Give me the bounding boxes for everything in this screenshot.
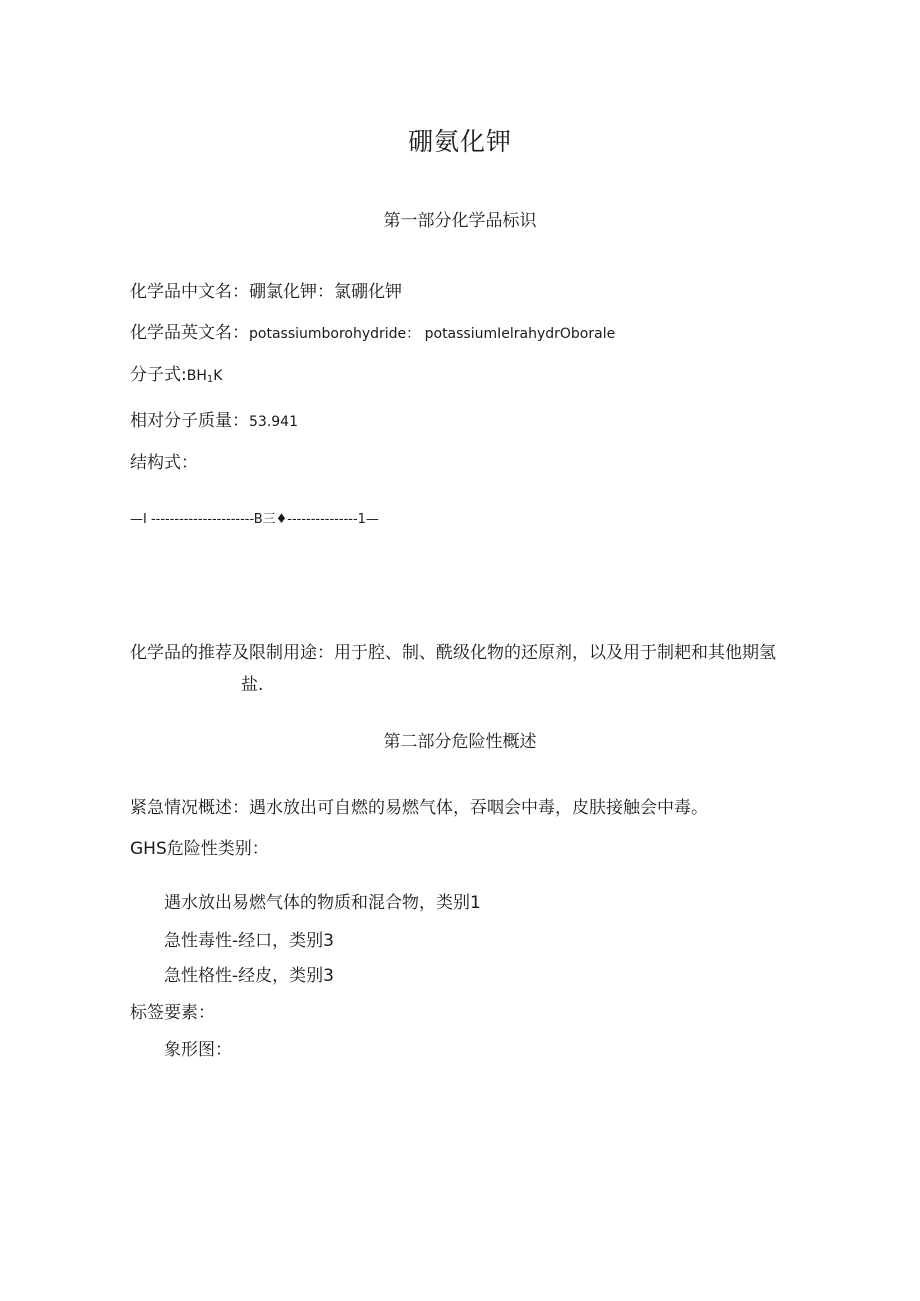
emergency-overview-row bbox=[130, 793, 708, 818]
pictogram-label: 象形图： bbox=[164, 1040, 232, 1060]
molecular-mass-label: 相对分子质量： bbox=[130, 411, 249, 431]
chinese-name-value: 硼氯化钾：氯硼化钾 bbox=[249, 282, 402, 302]
emergency-overview-label: 紧急情况概述： bbox=[130, 798, 249, 818]
structure-formula-line: —I ----------------------B三♦---------------1— bbox=[130, 512, 379, 527]
molecular-mass-row bbox=[130, 406, 298, 431]
formula-subscript: 1 bbox=[206, 374, 214, 385]
english-name-label: 化学品英文名： bbox=[130, 323, 249, 343]
formula-label: 分子式: bbox=[130, 365, 187, 385]
document-title: 硼氨化钾 bbox=[407, 127, 512, 156]
ghs-category-label: GHS危险性类别： bbox=[130, 839, 269, 859]
recommended-use-row bbox=[130, 638, 776, 663]
english-name-value: potassiumborohydride： potassiumIelrahydrOborale bbox=[249, 326, 616, 342]
structure-label: 结构式： bbox=[130, 453, 198, 473]
formula-main: BH bbox=[186, 368, 207, 384]
english-name-row bbox=[130, 318, 615, 343]
molecular-mass-value: 53.941 bbox=[249, 414, 298, 430]
recommended-use-value: 用于腔、制、酰级化物的还原剂，以及用于制耙和其他期氢 bbox=[334, 643, 776, 663]
label-elements-heading: 标签要素： bbox=[130, 1003, 215, 1023]
recommended-use-continuation: 盐. bbox=[241, 675, 264, 695]
ghs-item: 急性毒性-经口，类别3 bbox=[164, 931, 334, 951]
recommended-use-label: 化学品的推荐及限制用途： bbox=[130, 643, 334, 663]
formula-row bbox=[130, 360, 222, 385]
formula-end: K bbox=[213, 368, 223, 384]
chinese-name-label: 化学品中文名： bbox=[130, 282, 249, 302]
ghs-item: 遇水放出易燃气体的物质和混合物，类别1 bbox=[164, 893, 481, 913]
section-2-heading: 第二部分危险性概述 bbox=[383, 732, 537, 752]
ghs-item: 急性格性-经皮，类别3 bbox=[164, 966, 334, 986]
chinese-name-row bbox=[130, 277, 402, 302]
emergency-overview-value: 遇水放出可自燃的易燃气体，吞咽会中毒，皮肤接触会中毒。 bbox=[249, 798, 708, 818]
section-1-heading: 第一部分化学品标识 bbox=[383, 211, 537, 231]
